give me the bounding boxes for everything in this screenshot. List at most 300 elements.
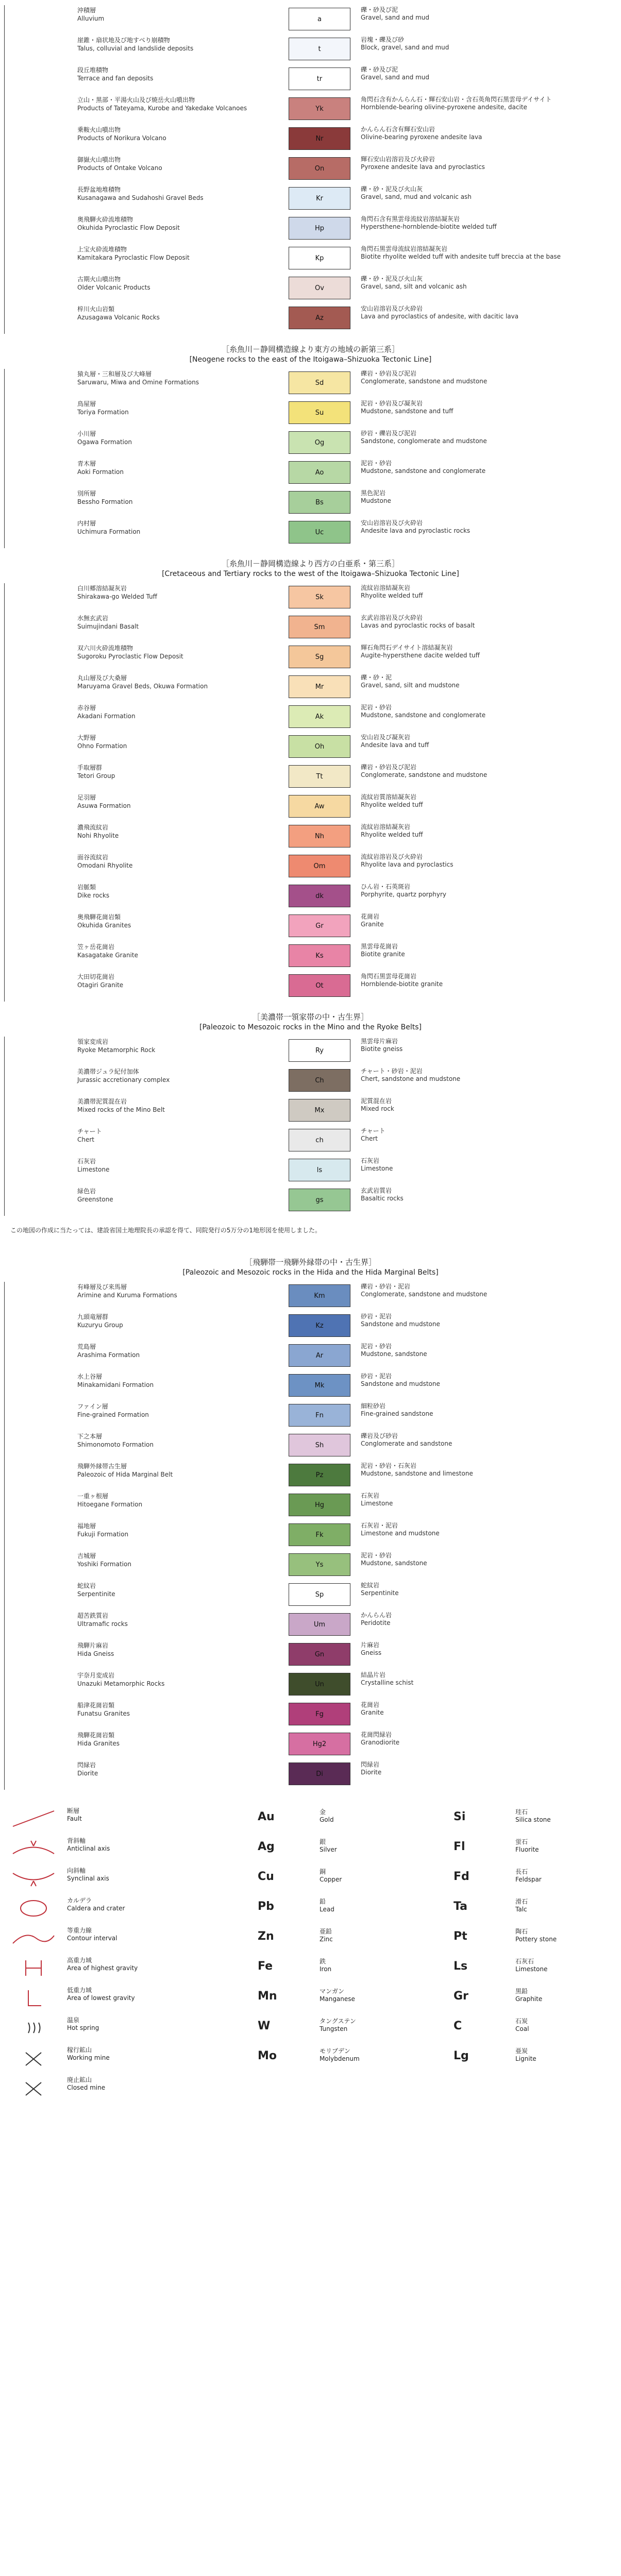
unit-swatch <box>289 127 350 150</box>
unit-code: Ks <box>315 952 324 960</box>
unit-code: Az <box>315 314 324 322</box>
unit-name-ja: 奥飛騨火砕流堆積物 <box>77 216 133 223</box>
unit-description <box>361 973 608 988</box>
unit-code: Ry <box>315 1046 324 1055</box>
unit-code: Ot <box>315 981 324 990</box>
quaternary-unit-row <box>0 184 621 213</box>
unit-desc-en: Hornblende-bearing olivine-pyroxene andesite, dacite <box>361 104 527 111</box>
cretaceous-unit-row <box>0 852 621 881</box>
unit-desc-ja: 砂岩・泥岩 <box>361 1372 392 1380</box>
unit-code: Fn <box>315 1411 324 1419</box>
unit-description <box>361 519 608 535</box>
unit-name-ja: 一重ヶ根層 <box>77 1493 109 1500</box>
unit-name-en: Serpentinite <box>77 1590 115 1598</box>
unit-name-ja: 閃緑岩 <box>77 1761 96 1769</box>
unit-swatch <box>289 247 350 269</box>
unit-description <box>361 1612 608 1627</box>
unit-name-ja: 面谷流紋岩 <box>77 854 109 861</box>
mineral-name <box>515 1958 547 1973</box>
unit-desc-ja: 泥岩・砂岩 <box>361 1552 392 1559</box>
unit-desc-en: Limestone and mudstone <box>361 1530 440 1537</box>
unit-desc-ja: 砂岩・泥岩 <box>361 1313 392 1320</box>
mineral-name <box>515 1868 542 1884</box>
unit-name <box>77 1522 273 1538</box>
unit-swatch <box>289 616 350 638</box>
unit-name-ja: 青木層 <box>77 460 96 467</box>
unit-desc-ja: 花崗閃緑岩 <box>361 1731 392 1738</box>
unit-description <box>361 370 608 385</box>
unit-description <box>361 275 608 291</box>
unit-swatch <box>289 705 350 728</box>
unit-code: Sh <box>315 1441 324 1449</box>
unit-name-en: Arimine and Kuruma Formations <box>77 1292 177 1299</box>
cretaceous-unit-row <box>0 792 621 821</box>
unit-name-en: Arashima Formation <box>77 1351 140 1359</box>
unit-name-en: Fukuji Formation <box>77 1531 129 1538</box>
symbol-label-ja: 断層 <box>67 1807 80 1815</box>
unit-description <box>361 1492 608 1507</box>
unit-name <box>77 1582 273 1598</box>
unit-desc-ja: 輝石安山岩溶岩及び火砕岩 <box>361 156 435 163</box>
unit-code: Og <box>314 438 325 447</box>
mineral2-row <box>0 1805 621 1834</box>
map-note-ja: この地図の作成に当たっては、建設省国土地理院長の承認を得て、同院発行の5万分の1地形図を使用しました。 <box>10 1227 322 1234</box>
symbol-row <box>0 2074 621 2103</box>
unit-name-en: Toriya Formation <box>77 409 129 416</box>
unit-desc-ja: チャート・砂岩・泥岩 <box>361 1067 423 1075</box>
unit-name <box>77 185 273 202</box>
unit-name-en: Chert <box>77 1136 95 1143</box>
unit-description <box>361 1067 608 1083</box>
mineral-name-ja: 石灰石 <box>515 1958 534 1965</box>
unit-name <box>77 1157 273 1174</box>
unit-name <box>77 1492 273 1509</box>
unit-name <box>77 793 273 810</box>
unit-code: Sp <box>315 1590 324 1599</box>
unit-code: Pz <box>315 1471 324 1479</box>
unit-swatch <box>289 1643 350 1666</box>
unit-desc-en: Mudstone, sandstone <box>361 1350 427 1358</box>
unit-name-ja: 下之本層 <box>77 1433 103 1440</box>
unit-desc-en: Biotite gneiss <box>361 1045 403 1053</box>
unit-description <box>361 1402 608 1418</box>
unit-name <box>77 215 273 232</box>
mineral-name <box>515 1898 528 1913</box>
hida-unit-row <box>0 1461 621 1490</box>
unit-desc-ja: 礫・砂・泥及び火山灰 <box>361 275 423 282</box>
mineral-name-en: Copper <box>320 1876 342 1883</box>
unit-desc-ja: 礫岩・砂岩・泥岩 <box>361 1283 411 1290</box>
unit-name-en: Mixed rocks of the Mino Belt <box>77 1106 165 1113</box>
cretaceous-unit-row <box>0 972 621 1001</box>
mineral-name-ja: 鉛 <box>320 1898 326 1905</box>
unit-code: Ys <box>315 1561 324 1569</box>
unit-desc-en: Sandstone and mudstone <box>361 1380 440 1387</box>
section-title-en: [Neogene rocks to the east of the Itoigawa–Shizuoka Tectonic Line] <box>189 355 432 364</box>
unit-name <box>77 943 273 959</box>
unit-name <box>77 1313 273 1329</box>
unit-code: dk <box>315 892 324 900</box>
unit-code: Hg2 <box>312 1740 327 1748</box>
unit-name-en: Greenstone <box>77 1196 113 1203</box>
unit-name-en: Dike rocks <box>77 892 110 899</box>
unit-code: Ar <box>315 1351 324 1360</box>
symbol-label-en: Closed mine <box>67 2084 106 2091</box>
mineral-name-ja: 陶石 <box>515 1928 528 1935</box>
hida-unit-row <box>0 1342 621 1370</box>
unit-description <box>361 215 608 231</box>
symbol-label-en: Area of highest gravity <box>67 1964 138 1972</box>
unit-desc-en: Conglomerate and sandstone <box>361 1440 452 1447</box>
unit-name <box>77 1283 273 1299</box>
unit-code: Nr <box>315 134 324 143</box>
unit-code: Kp <box>315 254 324 262</box>
unit-desc-en: Diorite <box>361 1769 382 1776</box>
unit-code: Fk <box>315 1531 324 1539</box>
unit-name <box>77 66 273 82</box>
unit-swatch <box>289 795 350 818</box>
unit-name-en: Kusanagawa and Sudahoshi Gravel Beds <box>77 194 204 201</box>
unit-name-ja: 有峰層及び来馬層 <box>77 1283 127 1291</box>
unit-name-en: Hida Gneiss <box>77 1650 114 1657</box>
unit-name-ja: 足羽層 <box>77 794 96 801</box>
unit-description <box>361 489 608 505</box>
unit-swatch <box>289 586 350 608</box>
unit-description <box>361 913 608 928</box>
unit-name-en: Ogawa Formation <box>77 438 132 446</box>
unit-name-en: Jurassic accretionary complex <box>77 1076 170 1083</box>
unit-name <box>77 883 273 900</box>
unit-description <box>361 1731 608 1747</box>
unit-desc-en: Block, gravel, sand and mud <box>361 44 449 51</box>
unit-name <box>77 400 273 416</box>
unit-code: t <box>318 45 321 53</box>
unit-swatch <box>289 1464 350 1486</box>
unit-description <box>361 1761 608 1776</box>
unit-name-ja: 濃飛流紋岩 <box>77 824 109 831</box>
unit-name-ja: 丸山層及び大桑層 <box>77 674 127 682</box>
unit-name <box>77 430 273 446</box>
unit-description <box>361 1552 608 1567</box>
unit-name-ja: 御嶽火山噴出物 <box>77 156 121 163</box>
unit-desc-ja: 礫岩・砂岩及び泥岩 <box>361 764 417 771</box>
mineral-name-en: Molybdenum <box>320 2055 360 2062</box>
symbol-label-en: Synclinal axis <box>67 1875 109 1882</box>
unit-desc-ja: 安山岩溶岩及び火砕岩 <box>361 305 423 312</box>
unit-name <box>77 1701 273 1718</box>
unit-description <box>361 734 608 749</box>
unit-description <box>361 764 608 779</box>
neogene-unit-row <box>0 399 621 428</box>
mineral-name-en: Limestone <box>515 1965 548 1973</box>
hida-unit-row <box>0 1491 621 1520</box>
unit-name-en: Talus, colluvial and landslide deposits <box>77 45 194 52</box>
mineral-symbol: Cu <box>258 1870 274 1883</box>
unit-desc-en: Andesite lava and pyroclastic rocks <box>361 527 471 534</box>
unit-swatch <box>289 38 350 60</box>
unit-swatch <box>289 1344 350 1367</box>
hida-unit-row <box>0 1551 621 1580</box>
hida-unit-row <box>0 1581 621 1609</box>
unit-swatch <box>289 1762 350 1785</box>
cretaceous-unit-row <box>0 942 621 971</box>
quaternary-unit-row <box>0 5 621 34</box>
mineral2-row <box>0 2044 621 2073</box>
cretaceous-unit-row <box>0 822 621 851</box>
mineral-name-en: Iron <box>320 1965 332 1973</box>
unit-name-ja: 猿丸層・三和層及び大峰層 <box>77 370 152 378</box>
unit-code: Sm <box>314 623 325 631</box>
unit-desc-en: Conglomerate, sandstone and mudstone <box>361 771 488 778</box>
mineral-name-en: Zinc <box>320 1936 333 1943</box>
symbol-label-ja: 稼行鉱山 <box>67 2046 92 2054</box>
unit-desc-ja: 黒雲母片麻岩 <box>361 1038 398 1045</box>
unit-name-en: Minakamidani Formation <box>77 1381 154 1388</box>
unit-desc-ja: 細粒砂岩 <box>361 1402 386 1410</box>
unit-desc-ja: 礫・砂・泥及び火山灰 <box>361 185 423 193</box>
symbol-label-ja: 背斜軸 <box>67 1837 86 1844</box>
unit-code: Gn <box>314 1650 325 1658</box>
neogene-unit-row <box>0 488 621 517</box>
symbol-label-ja: 廃止鉱山 <box>67 2076 92 2083</box>
unit-desc-ja: 石灰岩・泥岩 <box>361 1522 398 1529</box>
symbol-label-ja: カルデラ <box>67 1897 92 1904</box>
mineral-name-en: Lead <box>320 1906 334 1913</box>
unit-desc-ja: 角閃石黒雲母流紋岩溶結凝灰岩 <box>361 245 448 252</box>
neogene-unit-row <box>0 429 621 457</box>
mineral-name-en: Coal <box>515 2025 529 2032</box>
unit-name-ja: 大野層 <box>77 734 96 741</box>
unit-code: Ao <box>315 468 324 477</box>
unit-name-en: Older Volcanic Products <box>77 284 150 291</box>
unit-name <box>77 1731 273 1748</box>
unit-description <box>361 1127 608 1143</box>
mineral-name-en: Graphite <box>515 1995 543 2003</box>
unit-name <box>77 36 273 53</box>
unit-name-ja: 蛇紋岩 <box>77 1582 96 1589</box>
neogene-unit-row <box>0 369 621 398</box>
hida-unit-row <box>0 1521 621 1550</box>
mineral-symbol: Gr <box>454 1990 468 2003</box>
mineral-name-en: Feldspar <box>515 1876 542 1883</box>
unit-desc-en: Mixed rock <box>361 1105 394 1112</box>
unit-name-ja: 白川郷溶結凝灰岩 <box>77 585 127 592</box>
unit-name <box>77 245 273 262</box>
unit-desc-en: Hypersthene-hornblende-biotite welded tuff <box>361 223 497 230</box>
unit-description <box>361 1432 608 1448</box>
unit-description <box>361 943 608 958</box>
unit-description <box>361 823 608 839</box>
unit-description <box>361 1187 608 1202</box>
unit-name-ja: 飛騨花崗岩類 <box>77 1732 115 1739</box>
unit-desc-ja: 礫・砂・泥 <box>361 674 392 681</box>
unit-name <box>77 764 273 780</box>
quaternary-unit-row <box>0 125 621 154</box>
cretaceous-unit-row <box>0 912 621 941</box>
unit-desc-en: Rhyolite welded tuff <box>361 831 423 838</box>
unit-desc-ja: 安山岩溶岩及び火砕岩 <box>361 519 423 527</box>
unit-name-ja: 乗鞍火山噴出物 <box>77 126 121 133</box>
unit-name-en: Terrace and fan deposits <box>77 75 154 82</box>
unit-code: Km <box>314 1292 325 1300</box>
unit-code: Mx <box>314 1106 325 1114</box>
unit-swatch <box>289 1613 350 1636</box>
unit-name-en: Azusagawa Volcanic Rocks <box>77 314 160 321</box>
cretaceous-unit-row <box>0 673 621 702</box>
unit-name-ja: 段丘堆積物 <box>77 66 109 74</box>
unit-name-ja: 別所層 <box>77 490 96 497</box>
unit-name <box>77 1402 273 1419</box>
symbol-label-en: Working mine <box>67 2054 110 2061</box>
unit-name-en: Bessho Formation <box>77 498 133 505</box>
unit-code: Di <box>316 1770 323 1778</box>
mineral-name-en: Tungsten <box>320 2025 348 2032</box>
unit-name-ja: 沖積層 <box>77 7 96 14</box>
unit-desc-ja: 岩塊・礫及び砂 <box>361 36 405 43</box>
mineral-name-en: Gold <box>320 1816 334 1823</box>
mineral2-row <box>0 1985 621 2013</box>
unit-description <box>361 704 608 719</box>
unit-desc-en: Lava and pyroclastics of andesite, with dacitic lava <box>361 313 519 320</box>
unit-desc-en: Conglomerate, sandstone and mudstone <box>361 1291 488 1298</box>
unit-code: gs <box>315 1196 324 1204</box>
unit-description <box>361 1157 608 1173</box>
hida-unit-row <box>0 1401 621 1430</box>
unit-name-en: Kamitakara Pyroclastic Flow Deposit <box>77 254 190 261</box>
unit-desc-en: Mudstone, sandstone <box>361 1560 427 1567</box>
mineral-symbol: Lg <box>454 2049 469 2062</box>
unit-code: Uc <box>315 528 324 536</box>
unit-desc-en: Granite <box>361 921 384 928</box>
quaternary-unit-row <box>0 214 621 243</box>
unit-name-ja: 船津花崗岩類 <box>77 1702 115 1709</box>
unit-swatch <box>289 371 350 394</box>
unit-name-en: Alluvium <box>77 15 105 22</box>
unit-description <box>361 1522 608 1537</box>
unit-swatch <box>289 885 350 907</box>
unit-name-en: Maruyama Gravel Beds, Okuwa Formation <box>77 683 208 690</box>
cretaceous-unit-row <box>0 882 621 911</box>
unit-swatch <box>289 1523 350 1546</box>
unit-desc-en: Andesite lava and tuff <box>361 741 429 749</box>
unit-swatch <box>289 1284 350 1307</box>
unit-name <box>77 1671 273 1688</box>
unit-name-en: Tetori Group <box>77 772 115 779</box>
symbol-label-ja: 温泉 <box>67 2016 80 2024</box>
unit-description <box>361 1582 608 1597</box>
unit-code: Kr <box>316 194 323 202</box>
mino-unit-row <box>0 1037 621 1065</box>
unit-name-en: Ryoke Metamorphic Rock <box>77 1046 156 1054</box>
quaternary-unit-row <box>0 65 621 94</box>
mineral-name-ja: 長石 <box>515 1868 528 1875</box>
unit-desc-ja: 流紋岩溶岩及び火砕岩 <box>361 853 423 860</box>
unit-name <box>77 305 273 321</box>
hida-unit-row <box>0 1312 621 1341</box>
unit-swatch <box>289 187 350 210</box>
unit-name-en: Limestone <box>77 1166 110 1173</box>
unit-swatch <box>289 1129 350 1151</box>
unit-desc-ja: 玄武岩溶岩及び火砕岩 <box>361 614 423 621</box>
unit-desc-ja: 花崗岩 <box>361 1701 380 1708</box>
neogene-unit-row <box>0 459 621 487</box>
unit-code: Mk <box>314 1381 325 1389</box>
mineral2-row <box>0 1865 621 1894</box>
unit-description <box>361 614 608 630</box>
unit-name-en: Saruwaru, Miwa and Omine Formations <box>77 379 199 386</box>
unit-swatch <box>289 646 350 668</box>
unit-swatch <box>289 431 350 454</box>
unit-desc-en: Rhyolite lava and pyroclastics <box>361 861 454 868</box>
mineral-name-en: Silver <box>320 1846 337 1853</box>
mineral-name-ja: 金 <box>320 1808 326 1816</box>
unit-desc-ja: 泥質混在岩 <box>361 1097 392 1105</box>
unit-swatch <box>289 974 350 997</box>
unit-description <box>361 1343 608 1358</box>
unit-name <box>77 1038 273 1054</box>
unit-code: Aw <box>314 802 325 810</box>
mineral-name-en: Silica stone <box>515 1816 551 1823</box>
unit-desc-en: Fine-grained sandstone <box>361 1410 433 1417</box>
unit-swatch <box>289 1494 350 1516</box>
unit-name <box>77 704 273 720</box>
unit-code: Bs <box>315 498 324 506</box>
unit-name <box>77 275 273 292</box>
mineral-symbol: Si <box>454 1810 466 1823</box>
unit-description <box>361 66 608 81</box>
mineral-symbol: Mo <box>258 2049 277 2062</box>
mineral-name <box>515 1808 551 1824</box>
unit-desc-ja: 泥岩・砂岩 <box>361 704 392 711</box>
mineral-name-ja: タングステン <box>320 2018 356 2025</box>
mineral-name-ja: 銀 <box>320 1838 326 1845</box>
mineral-name-ja: モリブデン <box>320 2047 350 2055</box>
unit-description <box>361 460 608 475</box>
unit-code: Un <box>315 1680 324 1688</box>
unit-code: Gr <box>315 922 324 930</box>
unit-desc-en: Biotite rhyolite welded tuff with andesite tuff breccia at the base <box>361 253 561 260</box>
unit-description <box>361 1283 608 1298</box>
unit-name <box>77 823 273 840</box>
unit-desc-ja: 花崗岩 <box>361 913 380 920</box>
unit-desc-en: Peridotite <box>361 1619 391 1626</box>
unit-desc-en: Sandstone, conglomerate and mudstone <box>361 437 487 445</box>
unit-description <box>361 1701 608 1717</box>
unit-desc-ja: 泥岩・砂岩・石灰岩 <box>361 1462 417 1469</box>
mineral-name-ja: 亜鉛 <box>320 1928 332 1935</box>
unit-name-ja: 笠ヶ岳花崗岩 <box>77 943 115 951</box>
unit-description <box>361 430 608 445</box>
unit-swatch <box>289 401 350 424</box>
unit-name-ja: 美濃帯泥質混在岩 <box>77 1098 127 1105</box>
unit-name-ja: 美濃帯ジュラ紀付加体 <box>77 1068 139 1075</box>
unit-swatch <box>289 675 350 698</box>
unit-description <box>361 245 608 261</box>
unit-desc-en: Rhyolite welded tuff <box>361 592 423 599</box>
mineral-symbol: Mn <box>258 1990 277 2003</box>
unit-code: Ak <box>315 713 324 721</box>
unit-name <box>77 460 273 476</box>
section-title-ja: ［糸魚川－静岡構造線より東方の地域の新第三系］ <box>221 345 399 354</box>
unit-name <box>77 1343 273 1359</box>
section-title-ja: ［糸魚川－静岡構造線より西方の白亜系・第三系］ <box>221 559 399 568</box>
unit-desc-en: Biotite granite <box>361 951 405 958</box>
cretaceous-unit-row <box>0 583 621 612</box>
unit-name-en: Shirakawa-go Welded Tuff <box>77 593 157 600</box>
unit-code: Sk <box>315 593 324 601</box>
unit-desc-ja: かんらん石含有輝石安山岩 <box>361 126 435 133</box>
unit-name-en: Products of Norikura Volcano <box>77 134 166 142</box>
